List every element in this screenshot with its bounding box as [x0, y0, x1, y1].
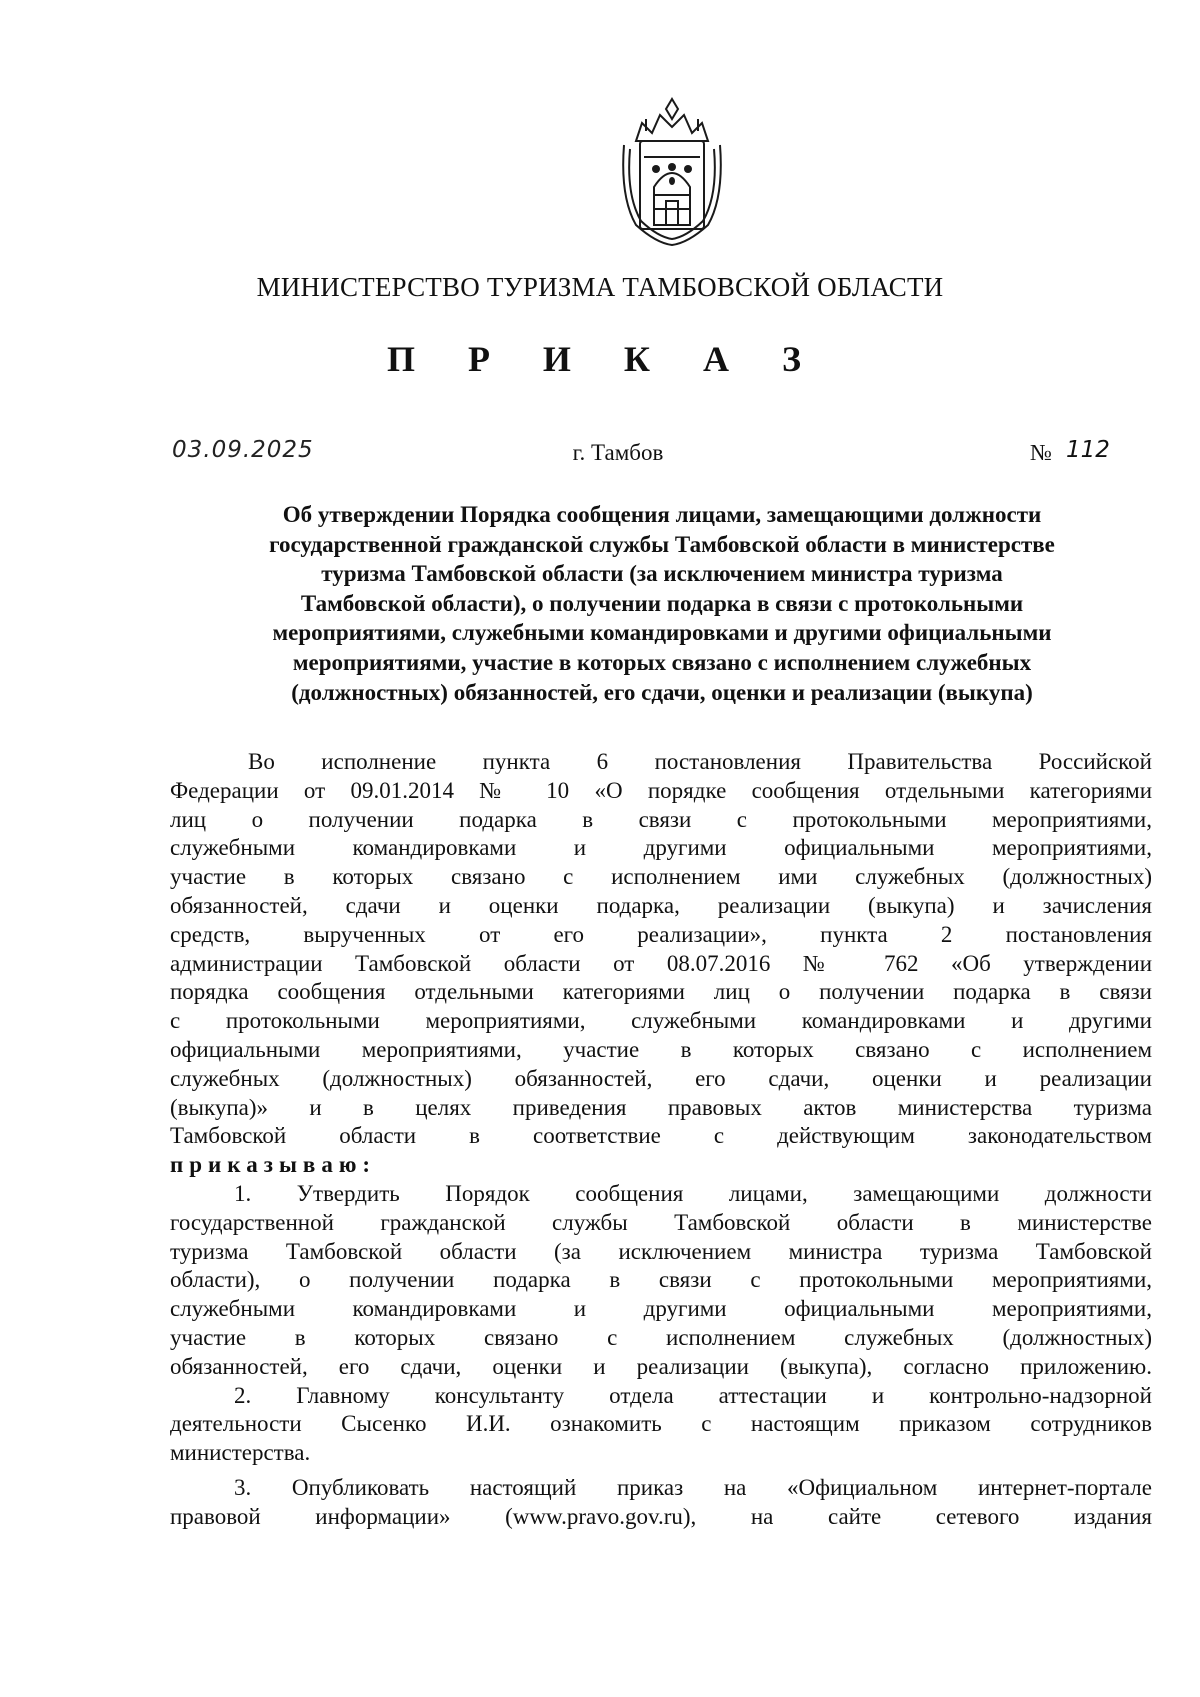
subject-line: государственной гражданской службы Тамбовской области в министерстве — [269, 531, 1055, 557]
preamble-line: Тамбовской области в соответствие с действующим законодательством — [170, 1123, 1152, 1149]
item-1-line: обязанностей, его сдачи, оценки и реализации (выкупа), согласно приложению. — [170, 1353, 1152, 1379]
item-1-line: служебными командировками и другими официальными мероприятиями, — [170, 1296, 1152, 1322]
city-label: г. Тамбов — [572, 440, 664, 465]
preamble-line: служебных (должностных) обязанностей, его сдачи, оценки и реализации — [170, 1065, 1152, 1091]
preamble-line: порядка сообщения отдельными категориями лиц о получении подарка в связи — [170, 979, 1152, 1005]
subject-line: мероприятиями, служебными командировками и другими официальными — [272, 620, 1052, 646]
item-2-line: 2. Главному консультанту отдела аттестации и контрольно-надзорной — [234, 1382, 1152, 1408]
preamble-line: обязанностей, сдачи и оценки подарка, реализации (выкупа) и зачисления — [170, 892, 1152, 918]
subject-line: Об утверждении Порядка сообщения лицами, замещающими должности — [282, 502, 1042, 527]
item-3-line: правовой информации» (www.pravo.gov.ru), на сайте сетевого издания — [170, 1503, 1152, 1529]
ministry-name: МИНИСТЕРСТВО ТУРИЗМА ТАМБОВСКОЙ ОБЛАСТИ — [256, 272, 944, 302]
preamble-line: средств, вырученных от его реализации», пункта 2 постановления — [170, 921, 1152, 947]
preamble-line: (выкупа)» и в целях приведения правовых актов министерства туризма — [170, 1094, 1152, 1120]
order-body — [170, 748, 1152, 1532]
document-type-title: П Р И К А З — [386, 339, 824, 379]
order-subject — [172, 500, 1152, 707]
item-1-line: области), о получении подарка в связи с протокольными мероприятиями, — [170, 1267, 1152, 1293]
tambov-coat-of-arms-icon — [616, 97, 728, 247]
preamble-line: администрации Тамбовской области от 08.07.2016 № 762 «Об утверждении — [170, 950, 1152, 976]
subject-line: (должностных) обязанностей, его сдачи, оценки и реализации (выкупа) — [291, 679, 1033, 705]
handwritten-number: 112 — [1066, 437, 1110, 463]
item-3-line: 3. Опубликовать настоящий приказ на «Официальном интернет-портале — [234, 1474, 1152, 1500]
preamble-line: служебными командировками и другими официальными мероприятиями, — [170, 835, 1152, 861]
item-1-line: туризма Тамбовской области (за исключением министра туризма Тамбовской — [170, 1238, 1152, 1264]
order-word: приказываю: — [170, 1152, 377, 1178]
preamble-line: участие в которых связано с исполнением ими служебных (должностных) — [170, 864, 1152, 890]
preamble-line: Федерации от 09.01.2014 № 10 «О порядке сообщения отдельными категориями — [170, 777, 1152, 803]
subject-line: туризма Тамбовской области (за исключением министра туризма — [321, 561, 1003, 587]
preamble-line: с протокольными мероприятиями, служебными командировками и другими — [170, 1008, 1152, 1034]
subject-line: Тамбовской области), о получении подарка в связи с протокольными — [300, 590, 1024, 616]
item-1-line: участие в которых связано с исполнением служебных (должностных) — [170, 1324, 1152, 1350]
number-label: № — [1030, 440, 1052, 465]
preamble-line: лиц о получении подарка в связи с протокольными мероприятиями, — [170, 806, 1152, 832]
handwritten-date: 03.09.2025 — [172, 437, 314, 463]
item-2-line: деятельности Сысенко И.И. ознакомить с настоящим приказом сотрудников — [170, 1411, 1152, 1437]
item-2-line: министерства. — [170, 1440, 311, 1466]
preamble-line: Во исполнение пункта 6 постановления Правительства Российской — [248, 749, 1152, 774]
subject-line: мероприятиями, участие в которых связано с исполнением служебных — [292, 649, 1032, 675]
preamble-line: официальными мероприятиями, участие в которых связано с исполнением — [170, 1036, 1152, 1062]
item-1-line: государственной гражданской службы Тамбовской области в министерстве — [170, 1209, 1152, 1235]
item-1-line: 1. Утвердить Порядок сообщения лицами, замещающими должности — [234, 1180, 1152, 1206]
